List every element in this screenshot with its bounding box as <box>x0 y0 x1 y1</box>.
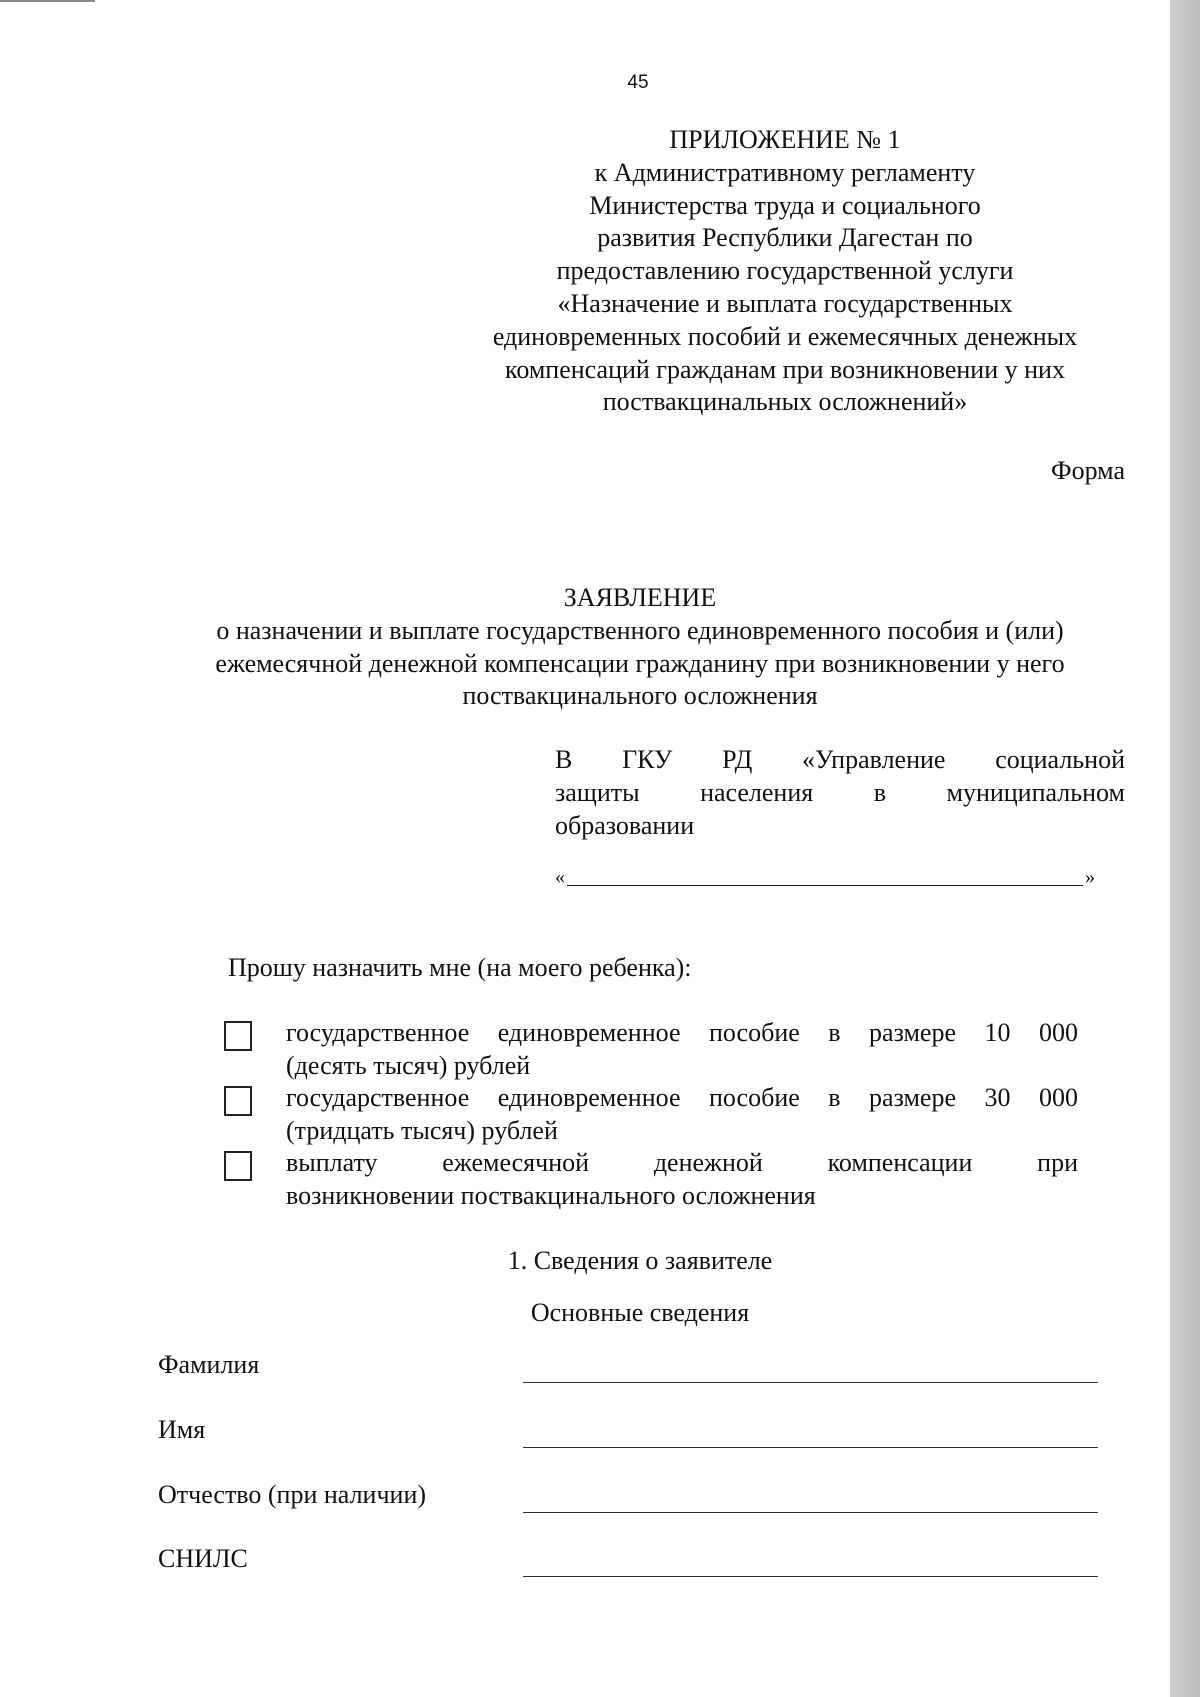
option-text-line: (тридцать тысяч) рублей <box>286 1115 558 1145</box>
field-row-patronymic <box>158 1480 1103 1520</box>
field-label: Фамилия <box>158 1350 260 1379</box>
option-text-line: государственное единовременное пособие в размере 30 000 <box>286 1083 1078 1112</box>
appendix-line: «Назначение и выплата государственных <box>557 288 1013 318</box>
statement-subtitle-line: поствакцинального осложнения <box>462 681 818 711</box>
option-checkbox[interactable] <box>224 1021 252 1051</box>
option-text-line: возникновении поствакцинального осложнения <box>286 1180 816 1210</box>
scan-edge-mark <box>0 0 95 2</box>
appendix-line: развития Республики Дагестан по <box>597 223 973 253</box>
option-text-line: государственное единовременное пособие в размере 10 000 <box>286 1018 1078 1047</box>
statement-title: ЗАЯВЛЕНИЕ <box>563 583 717 612</box>
appendix-line: ПРИЛОЖЕНИЕ № 1 <box>669 125 901 154</box>
field-row-name <box>158 1415 1103 1455</box>
option-checkbox[interactable] <box>224 1086 252 1116</box>
option-text <box>286 1147 1078 1213</box>
close-quote: » <box>1085 866 1095 888</box>
appendix-line: компенсаций гражданам при возникновении у них <box>505 354 1065 384</box>
option-text-line: (десять тысяч) рублей <box>286 1050 531 1080</box>
field-row-snils <box>158 1544 1103 1584</box>
patronymic-input-line[interactable] <box>523 1512 1098 1513</box>
open-quote: « <box>555 866 565 888</box>
statement-heading <box>150 582 1130 713</box>
field-label: Имя <box>158 1415 206 1444</box>
appendix-line: к Административному регламенту <box>594 157 976 187</box>
appendix-line: единовременных пособий и ежемесячных денежных <box>492 321 1078 351</box>
recipient-line: образовании <box>555 810 695 840</box>
option-checkbox[interactable] <box>224 1151 252 1181</box>
recipient-line: В ГКУ РД «Управление социальной <box>555 745 1125 774</box>
scan-page-edge <box>1170 0 1200 1697</box>
recipient-block <box>555 744 1125 842</box>
statement-subtitle-line: о назначении и выплате государственного единовременного пособия и (или) <box>216 615 1064 645</box>
snils-input-line[interactable] <box>523 1576 1098 1577</box>
appendix-header <box>450 124 1120 419</box>
field-label: СНИЛС <box>158 1544 248 1573</box>
subsection-heading: Основные сведения <box>530 1298 750 1327</box>
field-label: Отчество (при наличии) <box>158 1480 427 1509</box>
page-number: 45 <box>627 72 649 93</box>
name-input-line[interactable] <box>523 1447 1098 1448</box>
option-text <box>286 1017 1078 1083</box>
surname-input-line[interactable] <box>523 1382 1098 1383</box>
appendix-line: предоставлению государственной услуги <box>556 256 1014 286</box>
appendix-line: Министерства труда и социального <box>589 190 981 220</box>
municipality-underline <box>567 885 1083 886</box>
request-text: Прошу назначить мне (на моего ребенка): <box>228 953 692 982</box>
option-text <box>286 1082 1078 1148</box>
recipient-line: защиты населения в муниципальном <box>555 777 1125 807</box>
form-label: Форма <box>1051 456 1125 485</box>
municipality-field[interactable] <box>555 860 1095 894</box>
section-heading: 1. Сведения о заявителе <box>507 1246 773 1275</box>
field-row-surname <box>158 1350 1103 1390</box>
statement-subtitle-line: ежемесячной денежной компенсации гражданину при возникновении у него <box>215 648 1065 678</box>
option-text-line: выплату ежемесячной денежной компенсации при <box>286 1148 1078 1177</box>
appendix-line: поствакцинальных осложнений» <box>602 387 968 417</box>
